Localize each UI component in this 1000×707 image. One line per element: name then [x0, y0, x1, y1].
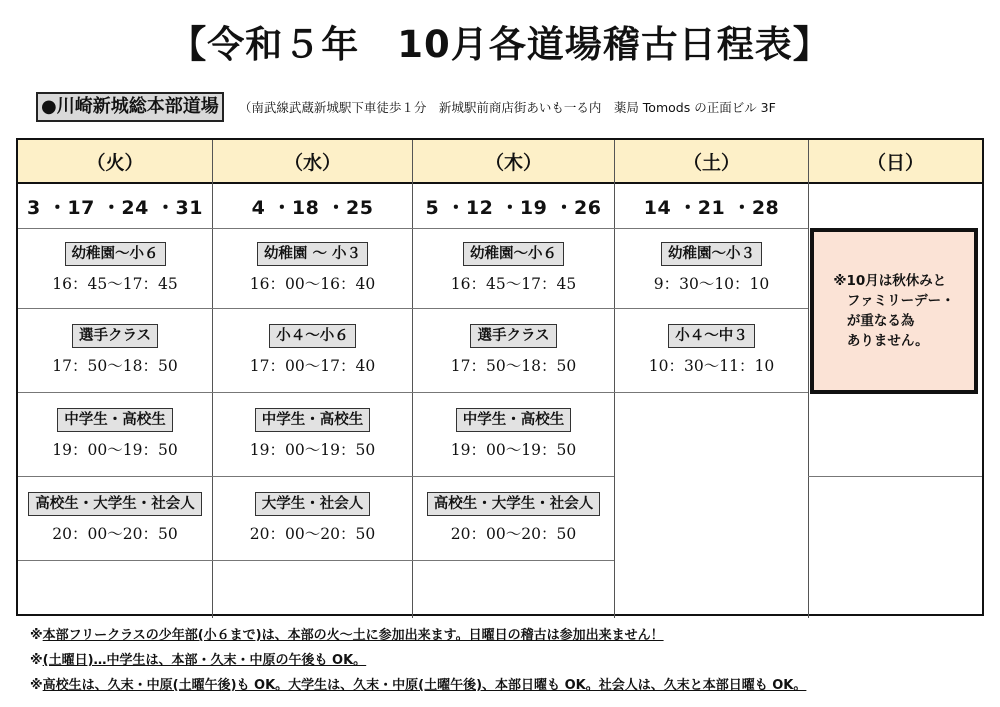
class-label: 中学生・高校生: [456, 408, 572, 432]
dojo-info: [36, 92, 986, 124]
column-divider: [808, 140, 809, 618]
class-time: 16：45～17：45: [450, 275, 577, 293]
header-thursday: （木）: [413, 140, 614, 184]
class-label: 選手クラス: [72, 324, 158, 348]
slot-wednesday-3: [213, 392, 412, 476]
footnote-text: 本部フリークラスの少年部(小６まで)は、本部の火～土に参加出来ます。日曜日の稽古は参加出来ません！: [42, 628, 664, 643]
row-divider: [614, 392, 808, 393]
dates-tuesday: 3 ・17 ・24 ・31: [27, 196, 203, 219]
class-time: 19：00～19：50: [249, 441, 376, 459]
slot-thursday-2: [413, 308, 614, 392]
class-time: 17：00～17：40: [249, 357, 376, 375]
footnote-mark: ※: [30, 628, 43, 643]
class-time: 10：30～11：10: [648, 357, 775, 375]
class-label: 高校生・大学生・社会人: [28, 492, 202, 516]
slot-tuesday-4: [18, 476, 212, 560]
class-label: 高校生・大学生・社会人: [427, 492, 601, 516]
slot-saturday-1: [615, 228, 808, 308]
dates-thursday: 5 ・12 ・19 ・26: [425, 196, 602, 219]
class-label: 小４～中３: [668, 324, 755, 348]
class-label: 幼稚園～小３: [661, 242, 762, 266]
class-time: 16：45～17：45: [52, 275, 178, 293]
class-label: 小４～小６: [269, 324, 356, 348]
class-time: 9：30～10：10: [653, 275, 770, 293]
header-saturday: （土）: [615, 140, 808, 184]
dates-saturday: 14 ・21 ・28: [643, 196, 780, 219]
dates-wednesday: 4 ・18 ・25: [251, 196, 374, 219]
sunday-notice-box: [810, 228, 978, 394]
footnote-mark: ※: [30, 678, 43, 693]
footnote-1: [30, 624, 664, 643]
slot-tuesday-1: [18, 228, 212, 308]
slot-wednesday-2: [213, 308, 412, 392]
class-label: 選手クラス: [470, 324, 556, 348]
class-label: 中学生・高校生: [57, 408, 173, 432]
slot-thursday-4: [413, 476, 614, 560]
slot-thursday-1: [413, 228, 614, 308]
slot-tuesday-2: [18, 308, 212, 392]
dojo-address: （南武線武蔵新城駅下車徒歩１分 新城駅前商店街あいも一る内 薬局 Tomods の正面ビル 3F: [238, 100, 776, 115]
header-wednesday: （水）: [213, 140, 412, 184]
class-time: 17：50～18：50: [450, 357, 577, 375]
footnote-3: [30, 674, 806, 693]
page-title: 【令和５年 10月各道場稽古日程表】: [169, 23, 831, 66]
slot-wednesday-1: [213, 228, 412, 308]
class-label: 幼稚園～小６: [65, 242, 166, 266]
slot-thursday-3: [413, 392, 614, 476]
header-tuesday: （火）: [18, 140, 212, 184]
footnote-text: (土曜日)…中学生は、本部・久末・中原の午後も OK。: [42, 653, 367, 668]
slot-saturday-2: [615, 308, 808, 392]
class-time: 17：50～18：50: [52, 357, 178, 375]
class-time: 20：00～20：50: [52, 525, 178, 543]
sunday-notice-text: ※10月は秋休みと ファミリーデー・ が重なる為 ありません。: [833, 273, 955, 349]
class-label: 中学生・高校生: [255, 408, 371, 432]
footnote-2: [30, 649, 366, 668]
row-divider: [808, 476, 982, 477]
slot-wednesday-4: [213, 476, 412, 560]
class-label: 幼稚園～小６: [463, 242, 564, 266]
header-sunday: （日）: [809, 140, 982, 184]
slot-tuesday-3: [18, 392, 212, 476]
class-label: 幼稚園 ～ 小３: [257, 242, 368, 266]
class-time: 19：00～19：50: [450, 441, 577, 459]
footnote-mark: ※: [30, 653, 43, 668]
dojo-name: ●川崎新城総本部道場: [36, 92, 224, 122]
class-time: 20：00～20：50: [249, 525, 376, 543]
row-divider: [18, 560, 614, 561]
class-label: 大学生・社会人: [255, 492, 371, 516]
class-time: 20：00～20：50: [450, 525, 577, 543]
class-time: 16：00～16：40: [249, 275, 376, 293]
footnote-text: 高校生は、久末・中原(土曜午後)も OK。大学生は、久末・中原(土曜午後)、本部日曜も OK。社会人は、久末と本部日曜も OK。: [42, 678, 807, 693]
class-time: 19：00～19：50: [52, 441, 178, 459]
